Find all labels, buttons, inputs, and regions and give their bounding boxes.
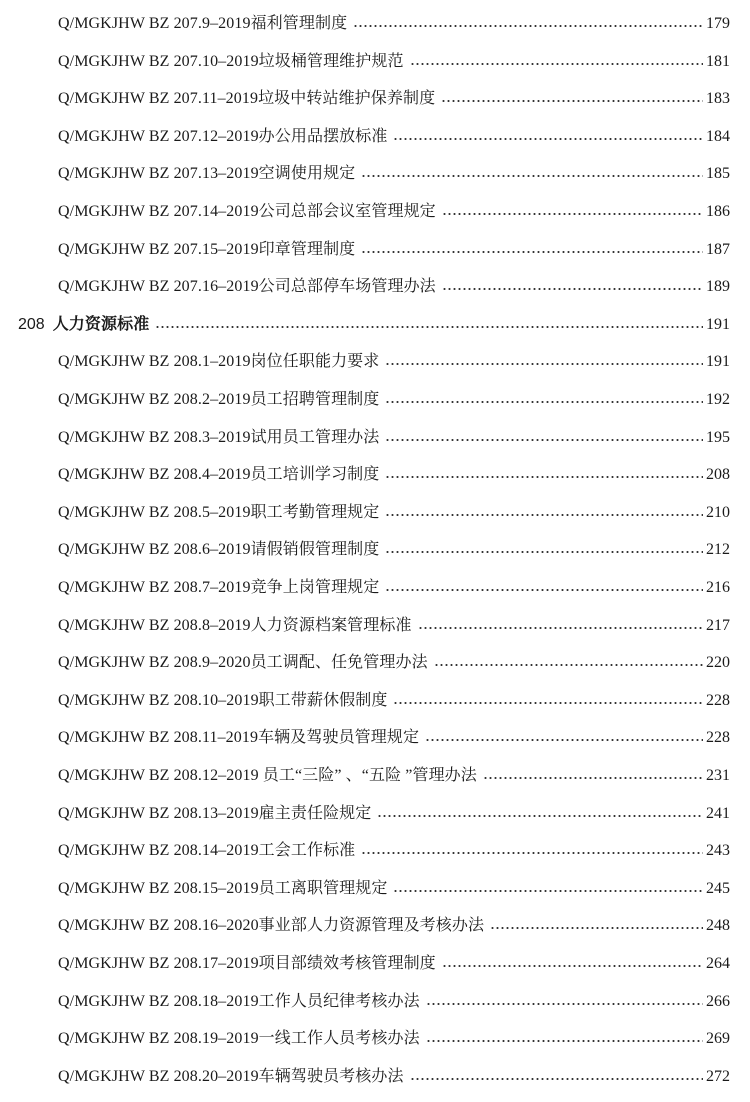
toc-dot-leader <box>426 1002 703 1006</box>
toc-page-number: 245 <box>706 879 730 897</box>
toc-dot-leader <box>361 174 703 178</box>
toc-page-number: 264 <box>706 955 730 972</box>
toc-dot-leader <box>442 287 703 291</box>
toc-entry-title: Q/MGKJHW BZ 208.1–2019岗位任职能力要求 <box>58 353 380 371</box>
toc-entry-title: Q/MGKJHW BZ 208.9–2020员工调配、任免管理办法 <box>58 654 428 672</box>
toc-page-number: 266 <box>706 992 730 1010</box>
toc-entry-title: Q/MGKJHW BZ 207.16–2019公司总部停车场管理办法 <box>58 278 436 296</box>
toc-entry[interactable] <box>58 48 730 72</box>
toc-page-number: 184 <box>706 127 730 145</box>
toc-entry[interactable] <box>58 10 730 34</box>
toc-dot-leader <box>385 438 703 442</box>
toc-dot-leader <box>385 362 703 366</box>
toc-page-number: 191 <box>706 353 730 371</box>
toc-entry[interactable] <box>58 273 730 297</box>
toc-page-number: 183 <box>706 90 730 108</box>
toc-entry-title: Q/MGKJHW BZ 208.7–2019竞争上岗管理规定 <box>58 579 380 596</box>
toc-entry[interactable] <box>58 950 730 974</box>
toc-entry[interactable] <box>58 837 730 861</box>
toc-dot-leader <box>441 99 703 103</box>
toc-entry-title: Q/MGKJHW BZ 208.10–2019职工带薪休假制度 <box>58 691 388 709</box>
toc-entry-title: Q/MGKJHW BZ 208.12–2019 员工“三险” 、“五险 ”管理办法 <box>58 767 477 784</box>
toc-entry[interactable] <box>58 912 730 936</box>
toc-entry[interactable] <box>58 424 730 448</box>
toc-page-number: 189 <box>706 278 730 296</box>
toc-entry[interactable] <box>58 85 730 109</box>
toc-entry-title: Q/MGKJHW BZ 208.14–2019工会工作标准 <box>58 842 356 860</box>
toc-entry-title: Q/MGKJHW BZ 208.17–2019项目部绩效考核管理制度 <box>58 955 436 972</box>
toc-entry-title: Q/MGKJHW BZ 207.10–2019垃圾桶管理维护规范 <box>58 52 404 70</box>
toc-entry[interactable] <box>58 198 730 222</box>
toc-dot-leader <box>361 250 703 254</box>
toc-page-number: 272 <box>706 1067 730 1085</box>
toc-entry[interactable] <box>58 988 730 1012</box>
toc-dot-leader <box>418 626 703 630</box>
toc-entry-title: Q/MGKJHW BZ 208.16–2020事业部人力资源管理及考核办法 <box>58 917 485 935</box>
toc-page-number: 231 <box>706 767 730 784</box>
toc-dot-leader <box>425 738 703 742</box>
toc-dot-leader <box>434 663 703 667</box>
toc-entry[interactable] <box>58 236 730 260</box>
toc-dot-leader <box>353 24 703 28</box>
toc-entry-title: Q/MGKJHW BZ 208.8–2019人力资源档案管理标准 <box>58 616 412 634</box>
toc-page-number: 269 <box>706 1030 730 1048</box>
toc-entry-title: Q/MGKJHW BZ 208.13–2019雇主责任险规定 <box>58 804 372 822</box>
toc-dot-leader <box>410 1077 703 1081</box>
toc-entry[interactable] <box>58 386 730 410</box>
toc-page-number: 195 <box>706 428 730 446</box>
toc-entry[interactable] <box>58 160 730 184</box>
toc-entry[interactable] <box>58 348 730 372</box>
toc-page-number: 228 <box>706 729 730 747</box>
toc-page-number: 248 <box>706 917 730 935</box>
toc-dot-leader <box>393 137 703 141</box>
toc-entry[interactable] <box>58 875 730 899</box>
toc-page-number: 216 <box>706 579 730 596</box>
toc-entry[interactable] <box>58 499 730 523</box>
toc-page-number: 220 <box>706 654 730 672</box>
toc-entry[interactable] <box>58 800 730 824</box>
toc-entry-title: 人力资源标准 <box>52 315 150 333</box>
toc-dot-leader <box>361 851 703 855</box>
toc-entry[interactable] <box>58 724 730 748</box>
toc-dot-leader <box>385 588 703 592</box>
toc-entry-title: Q/MGKJHW BZ 207.15–2019印章管理制度 <box>58 240 356 258</box>
toc-dot-leader <box>483 776 703 780</box>
toc-entry-title: Q/MGKJHW BZ 208.5–2019职工考勤管理规定 <box>58 503 380 521</box>
toc-page-number: 210 <box>706 503 730 521</box>
toc-entry[interactable] <box>58 762 730 786</box>
toc-entry-title: Q/MGKJHW BZ 207.11–2019垃圾中转站维护保养制度 <box>58 90 436 108</box>
toc-entry-title: Q/MGKJHW BZ 208.3–2019试用员工管理办法 <box>58 428 380 446</box>
toc-entry-title: Q/MGKJHW BZ 207.13–2019空调使用规定 <box>58 165 356 183</box>
toc-entry-title: Q/MGKJHW BZ 208.11–2019车辆及驾驶员管理规定 <box>58 729 420 747</box>
toc-entry-title: Q/MGKJHW BZ 208.6–2019请假销假管理制度 <box>58 541 380 559</box>
toc-page-number: 179 <box>706 15 730 32</box>
toc-section-number: 208 <box>18 315 45 333</box>
toc-page-number: 208 <box>706 466 730 484</box>
toc-entry-title: Q/MGKJHW BZ 208.20–2019车辆驾驶员考核办法 <box>58 1067 404 1085</box>
toc-dot-leader <box>410 62 703 66</box>
toc-entry-title: Q/MGKJHW BZ 208.19–2019一线工作人员考核办法 <box>58 1030 420 1048</box>
toc-page-number: 191 <box>706 315 730 333</box>
toc-page-number: 241 <box>706 804 730 822</box>
toc-dot-leader <box>426 1039 703 1043</box>
toc-dot-leader <box>442 212 703 216</box>
toc-entry[interactable] <box>58 649 730 673</box>
toc-section-heading[interactable] <box>18 311 730 335</box>
toc-entry-title: Q/MGKJHW BZ 208.15–2019员工离职管理规定 <box>58 879 388 897</box>
toc-page-number: 192 <box>706 391 730 408</box>
toc-dot-leader <box>393 889 703 893</box>
toc-page-number: 228 <box>706 691 730 709</box>
toc-dot-leader <box>385 550 703 554</box>
toc-entry[interactable] <box>58 612 730 636</box>
toc-dot-leader <box>377 814 703 818</box>
toc-page-number: 243 <box>706 842 730 860</box>
toc-page-number: 217 <box>706 616 730 634</box>
toc-entry[interactable] <box>58 1025 730 1049</box>
toc-dot-leader <box>385 475 703 479</box>
toc-entry-title: Q/MGKJHW BZ 207.9–2019福利管理制度 <box>58 15 348 32</box>
toc-dot-leader <box>385 513 703 517</box>
toc-entry-title: Q/MGKJHW BZ 208.4–2019员工培训学习制度 <box>58 466 380 484</box>
toc-page-number: 181 <box>706 52 730 70</box>
toc-page-number: 185 <box>706 165 730 183</box>
toc-entry[interactable] <box>58 123 730 147</box>
toc-entry[interactable] <box>58 461 730 485</box>
toc-entry[interactable] <box>58 574 730 598</box>
toc-dot-leader <box>155 325 703 329</box>
toc-page-number: 186 <box>706 203 730 220</box>
toc-entry-title: Q/MGKJHW BZ 208.18–2019工作人员纪律考核办法 <box>58 992 420 1010</box>
toc-entry[interactable] <box>58 687 730 711</box>
toc-entry[interactable] <box>58 1063 730 1087</box>
toc-page-number: 187 <box>706 240 730 258</box>
toc-dot-leader <box>442 964 703 968</box>
toc-dot-leader <box>393 701 703 705</box>
toc-entry-title: Q/MGKJHW BZ 207.12–2019办公用品摆放标准 <box>58 127 388 145</box>
toc-page-number: 212 <box>706 541 730 559</box>
toc-entry[interactable] <box>58 536 730 560</box>
toc-dot-leader <box>490 926 703 930</box>
toc-entry-title: Q/MGKJHW BZ 208.2–2019员工招聘管理制度 <box>58 391 380 408</box>
toc-entry-title: Q/MGKJHW BZ 207.14–2019公司总部会议室管理规定 <box>58 203 436 220</box>
toc-dot-leader <box>385 400 703 404</box>
